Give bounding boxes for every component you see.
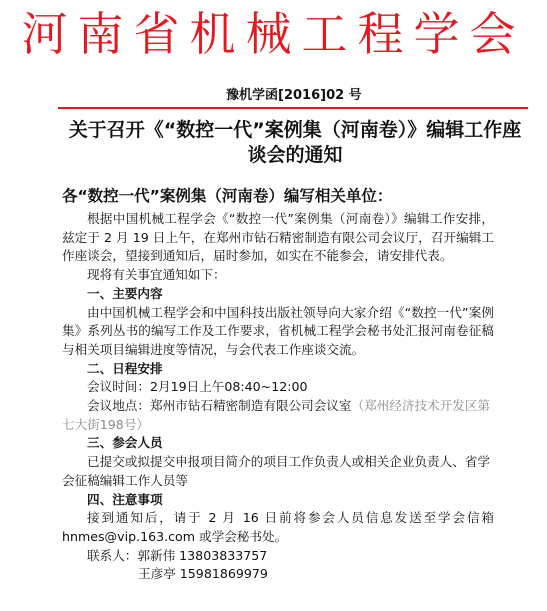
meeting-place-address: （郑州经济技术开发区第七大街198号）: [62, 398, 490, 432]
contact-line-1: 联系人：郭新伟 13803833757: [87, 547, 268, 563]
addressee: 各“数控一代”案例集（河南卷）编写相关单位：: [62, 187, 393, 205]
intro-paragraph: 根据中国机械工程学会《“数控一代”案例集（河南卷）》编辑工作安排，兹定于 2 月 19 日上午，在郑州市钻石精密制造有限公司会议厅，召开编辑工作座谈会，望接到通知后，届时参加，如实在不能参会，请安排代表。: [62, 211, 494, 264]
section-heading-schedule: 二、日程安排: [87, 360, 163, 376]
meeting-place-name: 会议地点：郑州市钻石精密制造有限公司会议室: [87, 398, 352, 414]
letterhead-divider: [58, 107, 528, 109]
section-heading-attendees: 三、参会人员: [87, 435, 163, 451]
meeting-time: 会议时间：2月19日上午08:40~12:00: [87, 379, 308, 395]
meeting-place: [62, 397, 494, 434]
section-text-notes: 接到通知后，请于 2 月 16 日前将参会人员信息发送至学会信箱hnmes@vip.163.com 或学会秘书处。: [62, 510, 494, 544]
notice-title: 关于召开《“数控一代”案例集（河南卷）》编辑工作座谈会的通知: [68, 119, 522, 166]
section-heading-content: 一、主要内容: [87, 285, 163, 301]
document-number: 豫机学函[2016]02 号: [226, 88, 362, 103]
section-text-content: 由中国机械工程学会和中国科技出版社领导向大家介绍《“数控一代”案例集》系列丛书的编写工作及工作要求，省机械工程学会秘书处汇报河南卷征稿与相关项目编辑进度等情况，与会代表工作座谈交流。: [62, 304, 494, 357]
notice-body: [62, 210, 494, 584]
letterhead-org-name: 河南省机械工程学会: [21, 7, 526, 61]
section-text-attendees: 已提交或拟提交申报项目简介的项目工作负责人或相关企业负责人、省学会征稿编辑工作人员等: [62, 454, 490, 488]
contact-line-2: 王彦亭 15981869979: [138, 566, 268, 582]
section-heading-notes: 四、注意事项: [87, 491, 163, 507]
notice-line: 现将有关事宜通知如下：: [87, 267, 226, 283]
